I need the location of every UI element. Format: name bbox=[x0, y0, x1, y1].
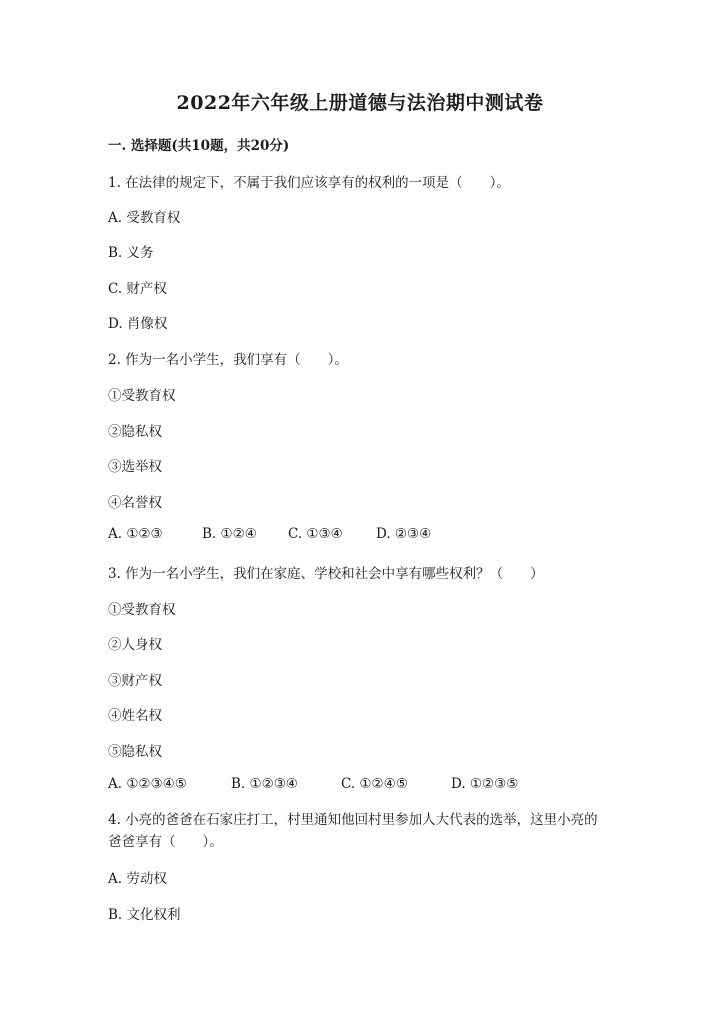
question-2-item-4: ④名誉权 bbox=[108, 495, 162, 511]
question-3-choice-a: A. ①②③④⑤ bbox=[108, 776, 187, 792]
question-4-option-b: B. 文化权利 bbox=[108, 907, 181, 923]
question-2-text: 2. 作为一名小学生，我们享有（ ）。 bbox=[108, 352, 348, 368]
question-1-option-b: B. 义务 bbox=[108, 245, 154, 261]
question-3-item-1: ①受教育权 bbox=[108, 602, 176, 618]
question-3-choice-c: C. ①②④⑤ bbox=[341, 776, 408, 792]
question-4-text: 4. 小亮的爸爸在石家庄打工，村里通知他回村里参加人大代表的选举，这里小亮的爸爸享有（ ）。 bbox=[108, 812, 598, 850]
question-3-item-5: ⑤隐私权 bbox=[108, 744, 162, 760]
question-1-option-d: D. 肖像权 bbox=[108, 316, 168, 332]
question-4-option-a: A. 劳动权 bbox=[108, 871, 167, 887]
question-3-item-2: ②人身权 bbox=[108, 637, 162, 653]
question-2-choice-d: D. ②③④ bbox=[376, 526, 432, 542]
question-3-choice-b: B. ①②③④ bbox=[231, 776, 298, 792]
question-3-choices bbox=[108, 776, 518, 792]
question-2-choice-a: A. ①②③ bbox=[108, 526, 163, 542]
question-2-choices bbox=[108, 526, 431, 542]
question-2-item-1: ①受教育权 bbox=[108, 388, 176, 404]
question-1-option-c: C. 财产权 bbox=[108, 281, 167, 297]
question-2-item-2: ②隐私权 bbox=[108, 424, 162, 440]
question-2-item-3: ③选举权 bbox=[108, 459, 162, 475]
question-3-text: 3. 作为一名小学生，我们在家庭、学校和社会中享有哪些权利？（ ） bbox=[108, 566, 544, 582]
question-3-item-4: ④姓名权 bbox=[108, 708, 162, 724]
question-3-choice-d: D. ①②③⑤ bbox=[451, 776, 519, 792]
question-1-option-a: A. 受教育权 bbox=[108, 210, 181, 226]
page-title: 2022年六年级上册道德与法治期中测试卷 bbox=[176, 92, 544, 114]
question-2-choice-c: C. ①③④ bbox=[288, 526, 343, 542]
question-2-choice-b: B. ①②④ bbox=[202, 526, 257, 542]
question-1-text: 1. 在法律的规定下，不属于我们应该享有的权利的一项是（ ）。 bbox=[108, 175, 510, 191]
question-3-item-3: ③财产权 bbox=[108, 673, 162, 689]
section-heading: 一. 选择题(共10题，共20分) bbox=[108, 138, 290, 154]
